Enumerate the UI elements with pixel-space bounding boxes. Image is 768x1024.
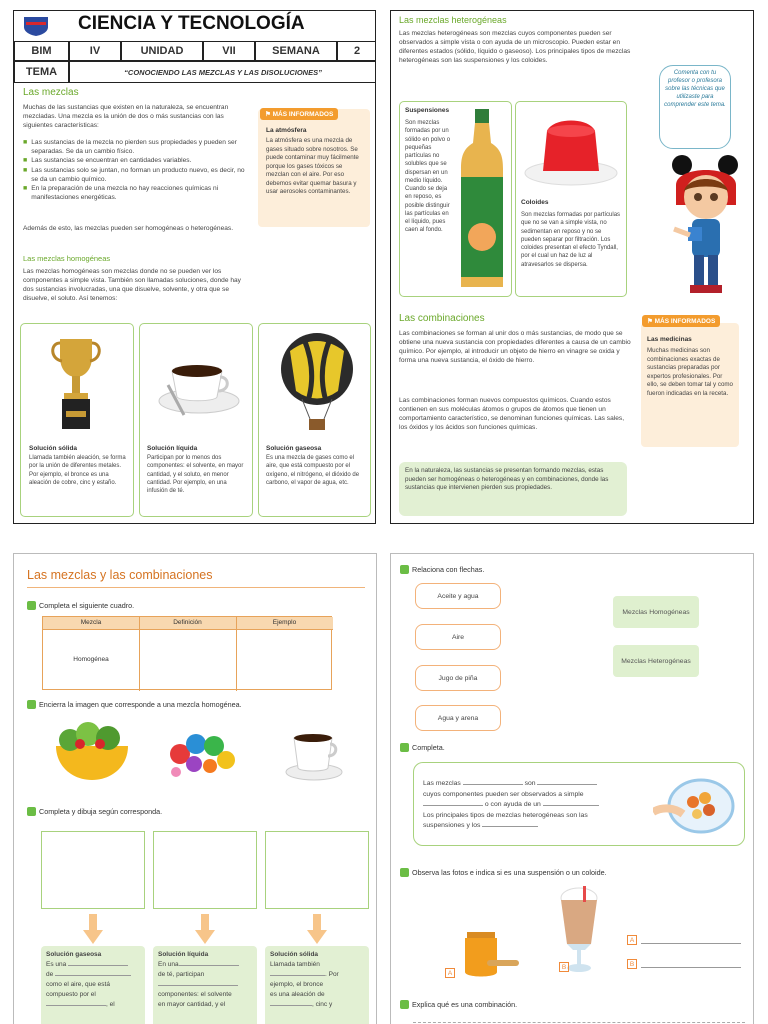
medicinas-title: Las medicinas [647,336,692,343]
label-b: B [559,962,569,972]
trophy-image [46,331,106,441]
solida-text: Llamada también aleación, se forma por la unión de diferentes metales. Por ejemplo, el bronce es una aleación de cobre, cinc y estaño. [29,455,126,486]
answer-a-line[interactable] [641,936,741,944]
girl-character-image [666,151,746,306]
honey-jar-image [457,926,521,989]
solida-title: Solución sólida [29,445,78,452]
match-item-jugo[interactable]: Jugo de piña [415,665,501,691]
suspensiones-title: Suspensiones [405,107,450,114]
task-relaciona: Relaciona con flechas. [400,565,484,574]
list-item: Las sustancias solo se juntan, no forman un producto nuevo, es decir, no se da un cambio químico. [31,166,245,183]
school-logo [22,15,50,37]
tema-label: TEMA [14,61,69,83]
page-ciencia-mezclas [13,10,376,524]
card-solida: Solución sólida Llamada también . Por ejemplo, el bronce es una aleación de , cinc y [265,946,369,1024]
combinaciones-text-2: Las combinaciones forman nuevos compuestos químicos. Cuando estos contienen en sus moléculas átomos o grupos de átomos que tienen un comportamiento característico, se denominan funciones químicas. Las sales, los óxidos y los ácidos son funciones químicas. [399,397,625,432]
draw-box-1[interactable] [41,831,145,909]
semana-label: SEMANA [255,41,337,61]
match-target-heterogeneas[interactable]: Mezclas Heterogéneas [613,645,699,677]
semana-value: 2 [337,41,376,61]
bim-label: BIM [14,41,69,61]
answer-a: A [627,935,741,945]
col-ejemplo: Ejemplo [272,619,297,626]
col-definicion: Definición [173,619,202,626]
definicion-cell[interactable] [141,632,233,688]
task-bullet-icon [400,868,409,877]
fill-in-text: Las mezclas son cuyos componentes pueden ser observados a simple o con ayuda de un Los principales tipos de mezclas heterogéneas son las suspensiones y los [423,779,653,832]
draw-box-2[interactable] [153,831,257,909]
list-item: Las sustancias de la mezcla no pierden sus propiedades y pueden ser separadas. Se da un cambio físico. [31,139,237,156]
tea-cup-image [154,351,244,426]
tema-value: “CONOCIENDO LAS MEZCLAS Y LAS DISOLUCIONES” [69,61,376,83]
unidad-value: VII [203,41,255,61]
medicinas-text: Muchas medicinas son combinaciones exactas de sustancias preparadas por expertos profesionales. Por ello, se deben tomar tal y como fueron indicadas en la receta. [647,347,733,397]
task-completa-cuadro: Completa el siguiente cuadro. [27,601,134,610]
bubble-text: Comenta con tu profesor o profesora sobre las técnicas que utilizaste para comprender este tema. [664,70,726,109]
list-item: Las sustancias se encuentran en cantidades variables. [31,157,192,165]
page-heterogeneas [390,10,754,524]
task-completa-dibuja: Completa y dibuja según corresponda. [27,807,162,816]
liquida-title: Solución líquida [147,445,198,452]
coloides-title: Coloides [521,199,549,206]
combinaciones-text-1: Las combinaciones se forman al unir dos o más sustancias, de modo que se obtiene una nueva sustancia con propiedades diferentes a causa de un cambio químico. Por ejemplo, al introducir un objeto de hierro en vinagre se oxida y forma una nueva sustancia, el óxido de hierro. [399,330,631,365]
worksheet-actividades [390,553,754,1024]
bim-value: IV [69,41,121,61]
atmosfera-text: La atmósfera es una mezcla de gases situado sobre nosotros. Se puede contaminar muy fácilmente porque los gases tóxicos se mezclan con el aire. Por eso debemos evitar quemar basura y usar aerosoles contaminantes. [266,137,359,196]
gaseosa-text: Es una mezcla de gases como el aire, que está compuesto por el oxígeno, el nitrógeno, el dióxido de carbono, el vapor de agua, etc. [266,455,360,486]
arrow-down-icon [195,914,215,949]
match-item-aire[interactable]: Aire [415,624,501,650]
card-liquida: Solución líquida En una de té, participan componentes: el solvente en mayor cantidad, y el [153,946,257,1024]
label-a: A [445,968,455,978]
heterogeneas-text: Las mezclas heterogéneas son mezclas cuyos componentes pueden ser observados a simple vista o con ayuda de un microscopio. Pueden estar en diferentes estados (sólido, líquido o gaseoso). Los principales tipos de mezclas heterogéneas son las suspensiones y los coloides. [399,30,631,65]
coloides-text: Son mezclas formadas por partículas que no se van a simple vista, no sedimentan en reposo y no se pueden separar por filtración. Los coloides presentan el efecto Tyndall, por el cual un haz de luz al atravesarlos se dispersa. [521,212,621,268]
list-item: En la preparación de una mezcla no hay reacciones químicas ni manifestaciones energéticas. [31,185,219,202]
task-observa: Observa las fotos e indica si es una suspensión o un coloide. [400,868,607,877]
ejemplo-cell[interactable] [238,632,330,688]
atmosfera-title: La atmósfera [266,127,307,134]
salad-image[interactable] [52,720,132,789]
task-encierra: Encierra la imagen que corresponde a una mezcla homogénea. [27,700,242,709]
heading-combinaciones: Las combinaciones [399,313,485,324]
divider [27,587,365,588]
heading-homogeneas: Las mezclas homogéneas [23,254,111,263]
jelly-image [521,111,621,196]
bowl-image [653,772,737,843]
match-target-homogeneas[interactable]: Mezclas Homogéneas [613,596,699,628]
arrow-down-icon [83,914,103,949]
characteristics-list: ■ Las sustancias de la mezcla no pierden sus propiedades y pueden ser separadas. Se da un cambio físico. ■ Las sustancias se encuentran en cantidades variables. ■ Las sustancias solo se juntan, no forman un producto nuevo, es decir, no se da un cambio químico. ■ En la preparación de una mezcla no hay reacciones químicas ni manifestaciones energéticas. [23,138,251,202]
match-item-agua-arena[interactable]: Agua y arena [415,705,501,731]
draw-box-3[interactable] [265,831,369,909]
answer-b: B [627,959,741,969]
task-bullet-icon [400,565,409,574]
liquida-text: Participan por lo menos dos componentes: el solvente, en mayor cantidad, y el soluto, en menor cantidad. Por ejemplo, en una infusión de té. [147,455,244,495]
hot-air-balloon-image [278,331,356,441]
homogeneas-text: Las mezclas homogéneas son mezclas donde no se pueden ver los componentes a simple vista. También son llamadas soluciones, donde hay dos sustancias involucradas, una que disuelve, solvente, y otra que se disuelve, el soluto. Así tenemos: [23,268,241,303]
beads-image[interactable] [164,724,244,785]
task-explica: Explica qué es una combinación. [400,1000,517,1009]
task-bullet-icon [400,1000,409,1009]
col-mezcla: Mezcla [80,619,102,626]
row-homogenea: Homogénea [73,656,109,663]
heading-mezclas: Las mezclas [23,87,79,98]
answer-b-line[interactable] [641,960,741,968]
worksheet-title: Las mezclas y las combinaciones [27,568,213,582]
summary-text: En la naturaleza, las sustancias se presentan formando mezclas, estas pueden ser homogéneas o heterogéneas y en combinaciones, donde las sustancias que intervienen pierden sus propiedades. [405,467,609,492]
worksheet-mezclas-combinaciones [13,553,377,1024]
after-text: Además de esto, las mezclas pueden ser homogéneas o heterogéneas. [23,225,234,232]
task-bullet-icon [27,700,36,709]
arrow-down-icon [307,914,327,949]
page-title: CIENCIA Y TECNOLOGÍA [78,13,305,34]
unidad-label: UNIDAD [121,41,203,61]
card-gaseosa: Solución gaseosa Es una de como el aire, que está compuesto por el , el [41,946,145,1024]
mas-informados-label: ⚑ MÁS INFORMADOS [260,108,338,120]
answer-line[interactable] [413,1022,745,1023]
task-bullet-icon [400,743,409,752]
juice-bottle-image [457,107,507,302]
task-bullet-icon [27,601,36,610]
mas-informados-label: ⚑ MÁS INFORMADOS [642,315,720,327]
suspensiones-text: Son mezclas formadas por un sólido en polvo o pequeñas partículas no solubles que se dispersan en un medio líquido. Cuando se deja en reposo, es posible distinguir las partículas en el líquido, pues caen al fondo. [405,120,451,234]
heading-heterogeneas: Las mezclas heterogéneas [399,15,507,25]
task-completa: Completa. [400,743,445,752]
gaseosa-title: Solución gaseosa [266,445,322,452]
match-item-aceite[interactable]: Aceite y agua [415,583,501,609]
mezcla-table [42,616,332,690]
cup-image[interactable] [282,728,346,787]
intro-text: Muchas de las sustancias que existen en la naturaleza, se encuentran mezcladas. Una mezcla es la unión de dos o más sustancias con las siguientes características: [23,104,229,130]
task-bullet-icon [27,807,36,816]
